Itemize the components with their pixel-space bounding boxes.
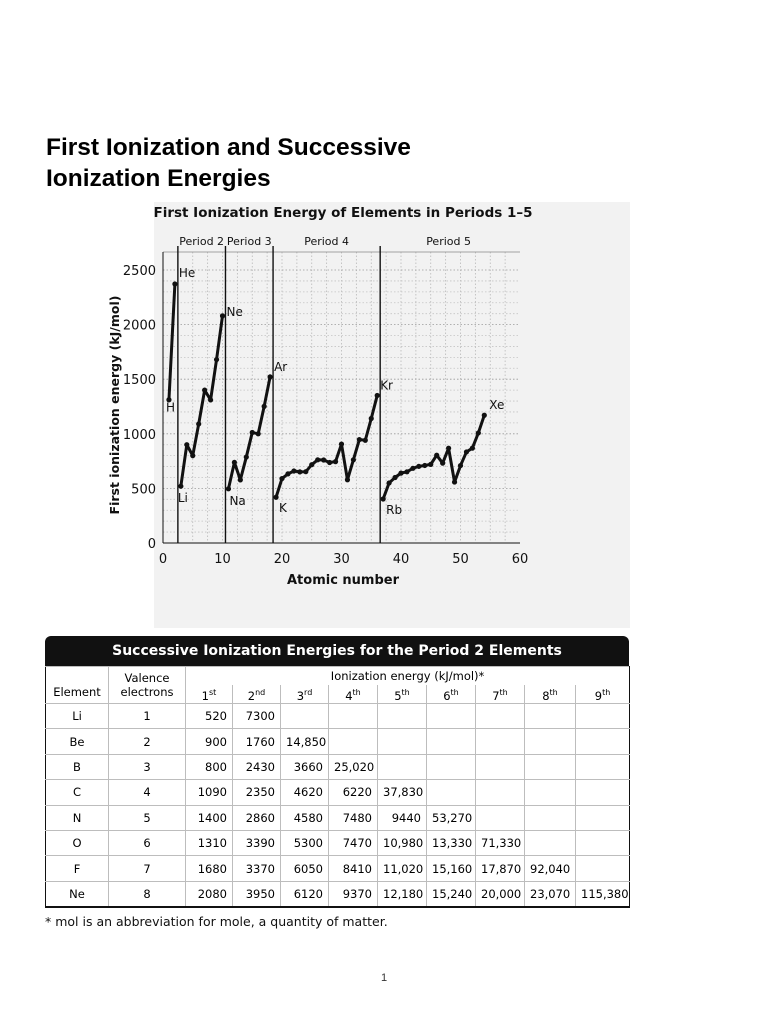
data-point: [404, 469, 409, 474]
cell-energy: [378, 704, 427, 729]
data-point: [476, 430, 481, 435]
data-point: [262, 404, 267, 409]
element-label: K: [279, 501, 287, 516]
cell-energy: 9370: [329, 881, 378, 907]
cell-energy: [576, 805, 630, 830]
cell-energy: [281, 704, 329, 729]
cell-element: B: [46, 754, 109, 779]
data-point: [208, 397, 213, 402]
cell-energy: 20,000: [476, 881, 525, 907]
cell-energy: [476, 754, 525, 779]
data-point: [422, 463, 427, 468]
cell-energy: [427, 704, 476, 729]
header-ordinal: 3rd: [281, 685, 329, 704]
cell-energy: 1090: [186, 780, 233, 805]
header-ordinal: 2nd: [233, 685, 281, 704]
y-axis-label: First ionization energy (kJ/mol): [107, 295, 122, 515]
ordinal-suffix: th: [549, 687, 558, 697]
cell-energy: [576, 704, 630, 729]
cell-energy: 1310: [186, 830, 233, 855]
data-point: [327, 460, 332, 465]
header-ordinal: 6th: [427, 685, 476, 704]
data-point: [273, 495, 278, 500]
cell-energy: [427, 729, 476, 754]
data-point: [416, 464, 421, 469]
table-header-row: [46, 667, 630, 686]
cell-element: N: [46, 805, 109, 830]
table-title: Successive Ionization Energies for the Period 2 Elements: [45, 636, 629, 666]
element-label: Na: [229, 493, 246, 508]
period-label: Period 2: [179, 235, 225, 248]
cell-energy: 520: [186, 704, 233, 729]
data-point: [238, 477, 243, 482]
table-row: [46, 881, 630, 907]
data-point: [351, 457, 356, 462]
data-point: [357, 437, 362, 442]
successive-ionization-table: [45, 636, 629, 908]
ordinal-suffix: th: [401, 687, 410, 697]
data-point: [434, 453, 439, 458]
cell-energy: [525, 805, 576, 830]
data-point: [226, 486, 231, 491]
data-point: [279, 476, 284, 481]
cell-energy: 4620: [281, 780, 329, 805]
cell-energy: [576, 856, 630, 881]
cell-energy: 25,020: [329, 754, 378, 779]
ordinal-suffix: st: [209, 687, 217, 697]
x-tick-label: 30: [333, 552, 350, 567]
data-point: [458, 463, 463, 468]
data-point: [369, 416, 374, 421]
period-label: Period 4: [304, 235, 350, 248]
ordinal-suffix: th: [499, 687, 508, 697]
table-row: [46, 729, 630, 754]
cell-energy: 15,240: [427, 881, 476, 907]
table-grid: [45, 666, 630, 908]
data-point: [190, 453, 195, 458]
x-tick-label: 50: [452, 552, 469, 567]
data-point: [464, 449, 469, 454]
data-point: [392, 475, 397, 480]
cell-energy: 5300: [281, 830, 329, 855]
cell-energy: 900: [186, 729, 233, 754]
cell-energy: 6050: [281, 856, 329, 881]
cell-energy: 115,380: [576, 881, 630, 907]
cell-energy: [476, 704, 525, 729]
data-point: [333, 459, 338, 464]
data-point: [410, 466, 415, 471]
cell-energy: [476, 729, 525, 754]
cell-energy: 3660: [281, 754, 329, 779]
element-label: Ne: [226, 304, 243, 319]
header-ordinal: 9th: [576, 685, 630, 704]
cell-element: Ne: [46, 881, 109, 907]
cell-valence: 7: [109, 856, 186, 881]
header-ionization-group: Ionization energy (kJ/mol)*: [186, 667, 630, 686]
page-title-line: Ionization Energies: [46, 165, 271, 192]
header-valence: Valence electrons: [109, 667, 186, 704]
cell-energy: 2080: [186, 881, 233, 907]
cell-energy: 17,870: [476, 856, 525, 881]
data-point: [363, 438, 368, 443]
header-ordinal: 8th: [525, 685, 576, 704]
y-tick-label: 500: [131, 482, 156, 498]
element-label: Rb: [386, 502, 403, 517]
cell-energy: 9440: [378, 805, 427, 830]
data-point: [387, 480, 392, 485]
x-tick-label: 60: [511, 552, 529, 567]
cell-energy: 6220: [329, 780, 378, 805]
data-point: [256, 431, 261, 436]
page-title-line: First Ionization and Successive: [46, 134, 411, 161]
cell-energy: 6120: [281, 881, 329, 907]
data-point: [214, 357, 219, 362]
data-point: [315, 457, 320, 462]
ordinal-suffix: th: [352, 687, 361, 697]
data-point: [202, 388, 207, 393]
header-ordinal: 1st: [186, 685, 233, 704]
cell-valence: 8: [109, 881, 186, 907]
cell-energy: [576, 830, 630, 855]
data-point: [482, 413, 487, 418]
cell-energy: [576, 729, 630, 754]
data-point: [398, 471, 403, 476]
cell-element: O: [46, 830, 109, 855]
cell-element: Li: [46, 704, 109, 729]
cell-energy: 8410: [329, 856, 378, 881]
data-point: [309, 462, 314, 467]
y-tick-label: 2000: [122, 318, 156, 334]
period-label: Period 5: [426, 235, 471, 248]
y-tick-label: 1000: [122, 427, 156, 443]
data-point: [428, 462, 433, 467]
cell-energy: 15,160: [427, 856, 476, 881]
cell-energy: [427, 754, 476, 779]
cell-energy: [525, 729, 576, 754]
data-point: [339, 441, 344, 446]
ordinal-suffix: th: [450, 687, 459, 697]
data-point: [321, 457, 326, 462]
cell-valence: 4: [109, 780, 186, 805]
x-tick-label: 20: [273, 552, 291, 567]
data-point: [244, 454, 249, 459]
table-row: [46, 830, 630, 855]
y-tick-label: 0: [147, 537, 156, 552]
ordinal-suffix: th: [602, 687, 611, 697]
cell-energy: 1400: [186, 805, 233, 830]
cell-energy: 800: [186, 754, 233, 779]
element-label: Li: [177, 491, 188, 506]
cell-energy: [329, 729, 378, 754]
cell-energy: 14,850: [281, 729, 329, 754]
data-point: [375, 393, 380, 398]
cell-energy: 2350: [233, 780, 281, 805]
data-point: [285, 471, 290, 476]
footnote: * mol is an abbreviation for mole, a quantity of matter.: [45, 914, 388, 929]
cell-energy: [576, 754, 630, 779]
cell-energy: [329, 704, 378, 729]
element-label: He: [178, 265, 196, 280]
element-label: Kr: [380, 378, 394, 393]
cell-energy: [525, 830, 576, 855]
cell-energy: 92,040: [525, 856, 576, 881]
cell-energy: 12,180: [378, 881, 427, 907]
element-label: Xe: [489, 398, 505, 413]
x-tick-label: 0: [158, 552, 168, 567]
cell-energy: 11,020: [378, 856, 427, 881]
cell-energy: 10,980: [378, 830, 427, 855]
cell-energy: [378, 729, 427, 754]
data-point: [345, 477, 350, 482]
cell-energy: [476, 805, 525, 830]
y-tick-label: 2500: [122, 264, 156, 279]
data-point: [446, 446, 451, 451]
data-point: [470, 446, 475, 451]
cell-energy: [525, 704, 576, 729]
cell-energy: 3390: [233, 830, 281, 855]
cell-energy: 7470: [329, 830, 378, 855]
element-label: Ar: [274, 359, 288, 374]
cell-energy: 7480: [329, 805, 378, 830]
data-point: [291, 468, 296, 473]
cell-energy: 3950: [233, 881, 281, 907]
data-point: [172, 281, 177, 286]
cell-valence: 1: [109, 704, 186, 729]
table-row: [46, 780, 630, 805]
chart-title: First Ionization Energy of Elements in Periods 1–5: [153, 205, 533, 221]
data-point: [184, 442, 189, 447]
cell-energy: [525, 780, 576, 805]
data-point: [440, 461, 445, 466]
cell-energy: [378, 754, 427, 779]
ordinal-suffix: rd: [304, 687, 313, 697]
header-ordinal: 5th: [378, 685, 427, 704]
cell-valence: 5: [109, 805, 186, 830]
cell-energy: 1760: [233, 729, 281, 754]
data-point: [303, 469, 308, 474]
cell-energy: 71,330: [476, 830, 525, 855]
cell-element: F: [46, 856, 109, 881]
cell-valence: 6: [109, 830, 186, 855]
cell-energy: 1680: [186, 856, 233, 881]
y-tick-label: 1500: [122, 373, 156, 389]
cell-element: Be: [46, 729, 109, 754]
cell-energy: 7300: [233, 704, 281, 729]
table-row: [46, 805, 630, 830]
page-number: 1: [380, 972, 388, 984]
x-axis-label: Atomic number: [286, 573, 400, 588]
header-ordinal: 7th: [476, 685, 525, 704]
table-row: [46, 754, 630, 779]
header-ordinal: 4th: [329, 685, 378, 704]
header-element: Element: [46, 667, 109, 704]
cell-element: C: [46, 780, 109, 805]
period-label: Period 3: [226, 235, 272, 248]
cell-energy: [576, 780, 630, 805]
cell-energy: 3370: [233, 856, 281, 881]
cell-energy: 23,070: [525, 881, 576, 907]
cell-energy: [525, 754, 576, 779]
cell-energy: 2860: [233, 805, 281, 830]
data-point: [268, 374, 273, 379]
cell-energy: 53,270: [427, 805, 476, 830]
cell-energy: 4580: [281, 805, 329, 830]
cell-energy: [476, 780, 525, 805]
cell-energy: 13,330: [427, 830, 476, 855]
cell-energy: [427, 780, 476, 805]
data-point: [297, 469, 302, 474]
cell-valence: 3: [109, 754, 186, 779]
x-tick-label: 10: [214, 552, 231, 567]
data-point: [381, 496, 386, 501]
table-row: [46, 856, 630, 881]
table-row: [46, 704, 630, 729]
cell-valence: 2: [109, 729, 186, 754]
data-point: [250, 430, 255, 435]
data-point: [220, 313, 225, 318]
element-label: H: [165, 400, 175, 415]
cell-energy: 2430: [233, 754, 281, 779]
x-tick-label: 40: [392, 552, 410, 567]
cell-energy: 37,830: [378, 780, 427, 805]
data-point: [178, 484, 183, 489]
ordinal-suffix: nd: [255, 687, 266, 697]
data-point: [196, 421, 201, 426]
data-point: [232, 460, 237, 465]
data-point: [452, 479, 457, 484]
